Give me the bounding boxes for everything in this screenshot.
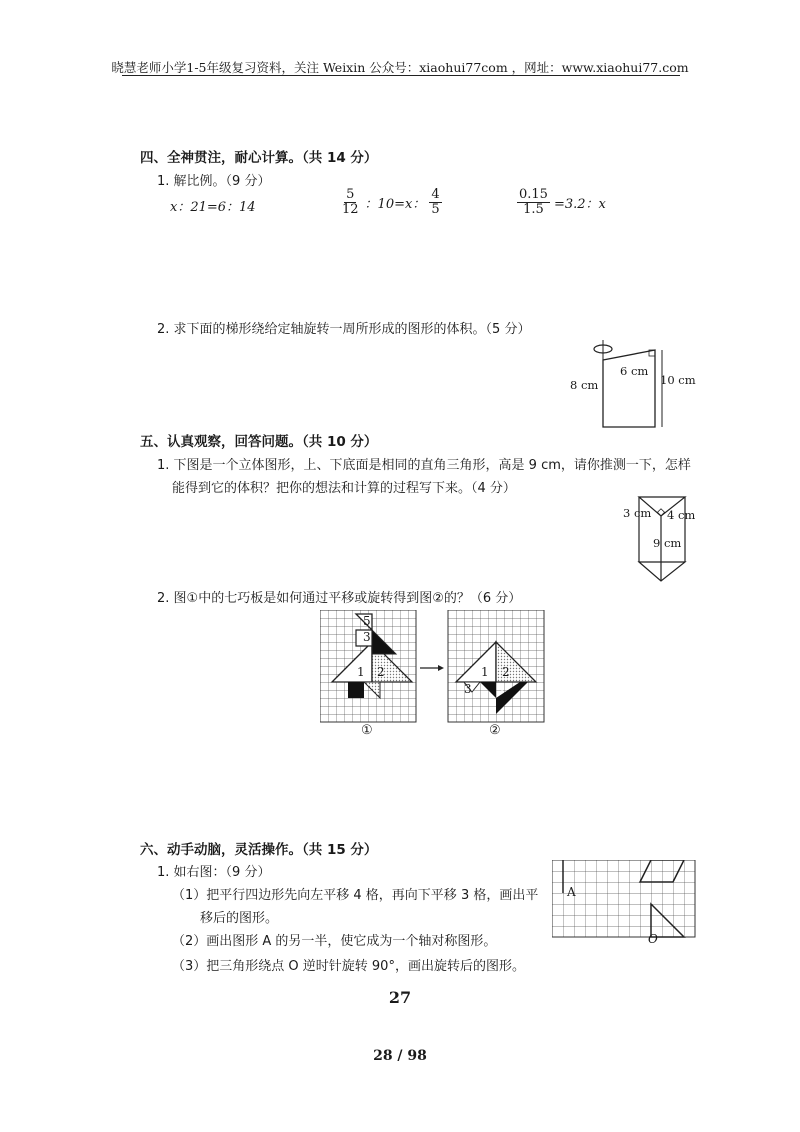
prism-bottom-face (639, 562, 685, 581)
header-divider (122, 75, 680, 76)
s5-q1-line1: 1. 下图是一个立体图形，上、下底面是相同的直角三角形，高是 9 cm，请你推测一下，怎样 (157, 458, 691, 473)
fig2-label-3: 3 (464, 682, 472, 696)
s6-item2: （2）画出图形 A 的另一半，使它成为一个轴对称图形。 (172, 934, 497, 949)
fig1-label-2: 2 (377, 665, 385, 679)
eq2-num-b: 4 (431, 187, 440, 202)
transform-grid-figure (552, 860, 700, 946)
eq2-num-a: 5 (346, 187, 355, 202)
eq2-middle: ：10=x： (364, 197, 426, 213)
eq2-den-b: 5 (431, 202, 440, 218)
prism-height-label: 9 cm (653, 536, 682, 550)
trapezoid-figure (570, 335, 700, 435)
page-number: 27 (388, 988, 412, 1007)
tangram-figures (320, 610, 550, 740)
s6-item3: （3）把三角形绕点 O 逆时针旋转 90°，画出旋转后的图形。 (172, 959, 525, 974)
fig1-label-5: 5 (363, 614, 371, 628)
prism-side-a-label: 3 cm (623, 506, 652, 520)
eq3-fraction (517, 188, 550, 218)
equation-3 (517, 188, 606, 218)
prism-side-b-label: 4 cm (667, 508, 696, 522)
eq2-fraction-a (340, 188, 361, 218)
tangram-1-piece-black-square (348, 682, 364, 698)
s5-q2-label: 2. 图①中的七巧板是如何通过平移或旋转得到图②的？（6 分） (157, 591, 522, 606)
fig1-label-1: 1 (357, 665, 365, 679)
trapezoid-right-label: 10 cm (660, 373, 696, 387)
eq3-den: 1.5 (523, 202, 544, 218)
s6-q1-label: 1. 如右图：（9 分） (157, 865, 271, 880)
trapezoid-shape (603, 350, 655, 427)
label-o: O (648, 932, 658, 946)
trapezoid-left-label: 8 cm (570, 378, 599, 392)
s5-q1-line2: 能得到它的体积？把你的想法和计算的过程写下来。（4 分） (172, 481, 516, 496)
eq2-fraction-b (429, 188, 441, 218)
s6-item1-line1: （1）把平行四边形先向左平移 4 格，再向下平移 3 格，画出平 (172, 888, 539, 903)
page-header: 晓慧老师小学1-5年级复习资料，关注 Weixin 公众号：xiaohui77com ，网址：www.xiaohui77.com (111, 60, 689, 75)
s4-q2-label: 2. 求下面的梯形绕给定轴旋转一周所形成的图形的体积。（5 分） (157, 322, 531, 337)
equation-2 (340, 188, 442, 218)
transform-grid-svg (552, 860, 700, 946)
section-6-title: 六、动手动脑，灵活操作。（共 15 分） (140, 842, 378, 858)
fig2-caption: ② (489, 723, 501, 738)
section-4-title: 四、全神贯注，耐心计算。（共 14 分） (140, 150, 378, 166)
prism-figure (625, 492, 700, 584)
section-5-title: 五、认真观察，回答问题。（共 10 分） (140, 434, 378, 450)
equation-1 (170, 196, 256, 215)
label-a: A (567, 885, 576, 899)
eq2-den-a: 12 (342, 202, 359, 218)
arrow-icon (438, 665, 444, 671)
s4-q1-label: 1. 解比例。（9 分） (157, 174, 271, 189)
equation-1-text: x：21=6：14 (170, 200, 256, 215)
fig2-label-5: 5 (496, 682, 504, 696)
fig1-label-3: 3 (363, 630, 371, 644)
eq3-num: 0.15 (519, 187, 548, 202)
fig1-caption: ① (361, 723, 373, 738)
tangram-svg (320, 610, 550, 740)
fig2-label-1: 1 (481, 665, 489, 679)
fig2-label-2: 2 (502, 665, 510, 679)
page-footer: 28 / 98 (373, 1048, 427, 1064)
s6-item1-line2: 移后的图形。 (200, 911, 279, 926)
eq3-rest: =3.2：x (553, 197, 606, 213)
trapezoid-top-label: 6 cm (620, 364, 649, 378)
